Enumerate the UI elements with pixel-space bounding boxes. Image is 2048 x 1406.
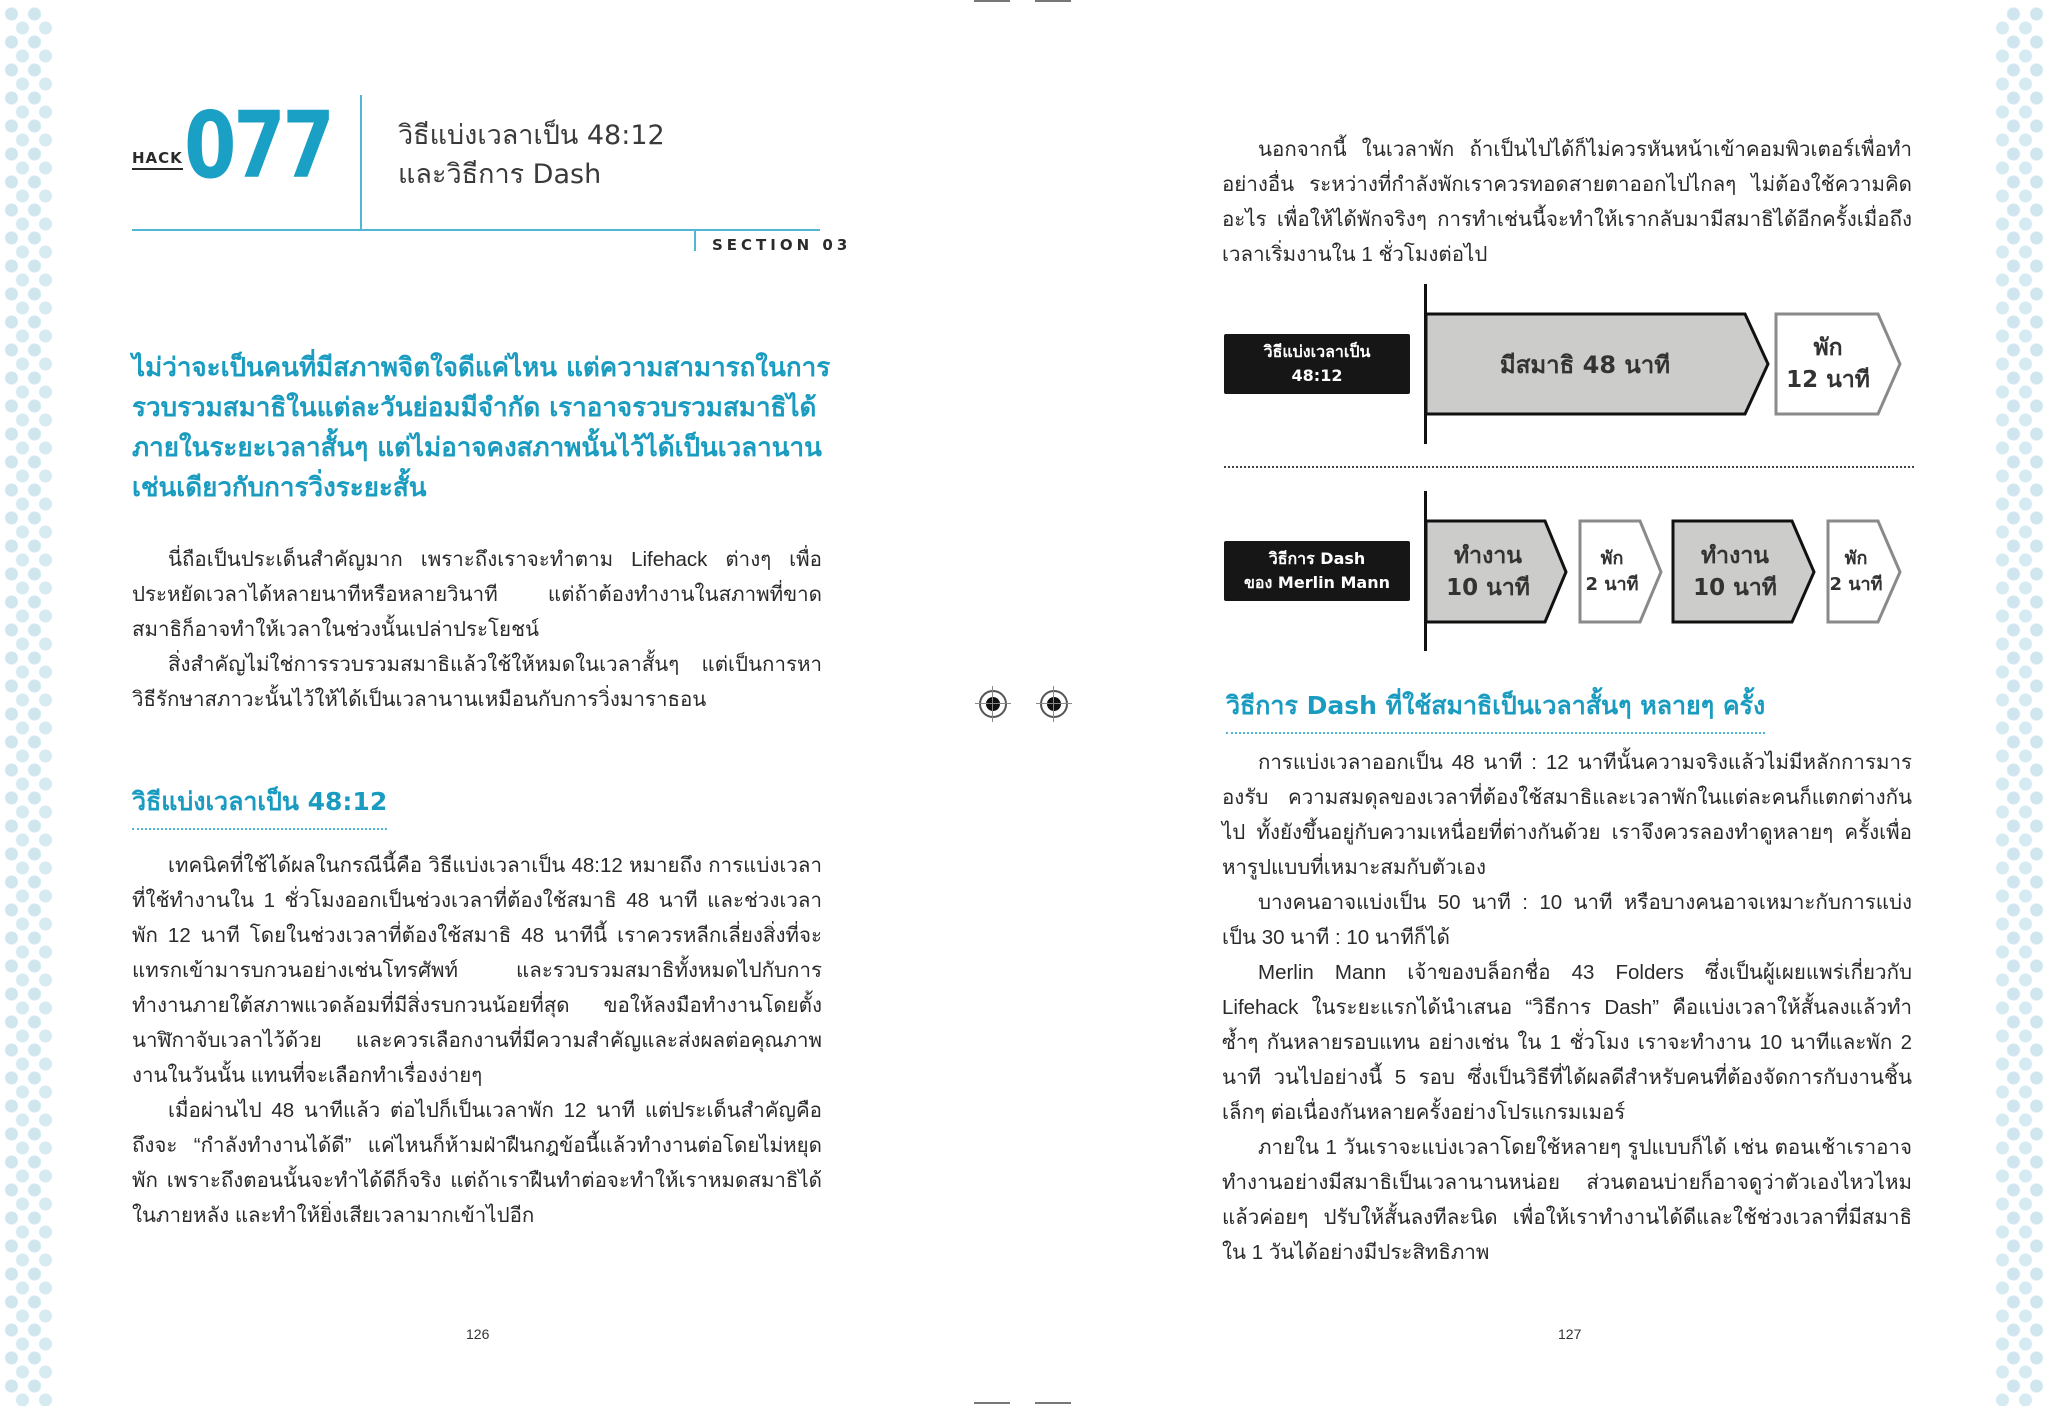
work-block-text: มีสมาธิ 48 นาที [1499,350,1671,379]
subheading: วิธีแบ่งเวลาเป็น 48:12 [132,782,387,830]
diagram-separator [1224,466,1914,468]
paragraph: Merlin Mann เจ้าของบล็อกชื่อ 43 Folders ซึ่งเป็นผู้เผยแพร่เกี่ยวกับ Lifehack ในระยะแรกได้นำเสนอ “วิธีการ Dash” คือแบ่งเวลาให้สั้นลงแล้วทำซ้ำๆ กันหลายรอบแทน อย่างเช่น ใน 1 ชั่วโมง เราจะทำงาน 10 นาทีและพัก 2 นาที วนไปอย่างนี้ 5 รอบ ซึ่งเป็นวิธีที่ได้ผลดีสำหรับคนที่ต้องจัดการกับงานชิ้นเล็กๆ ต่อเนื่องกันหลายครั้งอย่างโปรแกรมเมอร์ [1222,961,1912,1124]
page-number: 126 [466,1326,490,1342]
work-block-text: ทำงาน 10 นาที [1693,542,1777,601]
chapter-title-line: วิธีแบ่งเวลาเป็น 48:12 [398,120,665,151]
paragraph: เมื่อผ่านไป 48 นาทีแล้ว ต่อไปก็เป็นเวลาพัก 12 นาที แต่ประเด็นสำคัญคือ ถึงจะ “กำลังทำงานได้ดี” แค่ไหนก็ห้ามฝ่าฝืนกฎข้อนี้แล้วทำงานต่อโดยไม่หยุดพัก เพราะถึงตอนนั้นจะทำได้ดีก็จริง แต่ถ้าเราฝืนทำต่อจะทำให้เราหมดสมาธิได้ในภายหลัง และทำให้ยิ่งเสียเวลามากเข้าไปอีก [132,1099,822,1227]
rest-block-text: พัก 12 นาที [1786,335,1870,393]
paragraph: นี่ถือเป็นประเด็นสำคัญมาก เพราะถึงเราจะทำตาม Lifehack ต่างๆ เพื่อประหยัดเวลาได้หลายนาทีหรือหลายวินาที แต่ถ้าต้องทำงานในสภาพที่ขาดสมาธิก็อาจทำให้เวลาในช่วงนั้นเปล่าประโยชน์ [132,548,822,641]
diagram-row-label: วิธีแบ่งเวลาเป็น 48:12 [1224,334,1410,394]
paragraph: นอกจากนี้ ในเวลาพัก ถ้าเป็นไปได้ก็ไม่ควรหันหน้าเข้าคอมพิวเตอร์เพื่อทำอย่างอื่น ระหว่างที่กำลังพักเราควรทอดสายตาออกไปไกลๆ ไม่ต้องใช้ความคิดอะไร เพื่อให้ได้พักจริงๆ การทำเช่นนี้จะทำให้เรากลับมามีสมาธิได้อีกครั้งเมื่อถึงเวลาเริ่มงานใน 1 ชั่วโมงต่อไป [1222,138,1912,266]
paragraph: สิ่งสำคัญไม่ใช่การรวบรวมสมาธิแล้วใช้ให้หมดในเวลาสั้นๆ แต่เป็นการหาวิธีรักษาสภาวะนั้นไว้ให้ได้เป็นเวลานานเหมือนกับการวิ่งมาราธอน [132,653,822,711]
page-number: 127 [1558,1326,1582,1342]
rest-block-text: พัก 2 นาที [1829,547,1883,595]
lead-paragraph: ไม่ว่าจะเป็นคนที่มีสภาพจิตใจดีแค่ไหน แต่ความสามารถในการรวบรวมสมาธิในแต่ละวันย่อมมีจำกัด เราอาจรวบรวมสมาธิได้ภายในระยะเวลาสั้นๆ แต่ไม่อาจคงสภาพนั้นไว้ได้เป็นเวลานาน เช่นเดียวกับการวิ่งระยะสั้น [132,353,831,503]
work-block-text: ทำงาน 10 นาที [1446,542,1530,601]
right-section-text [1222,745,1912,1270]
section-text [132,848,822,1233]
subheading-block [1226,686,1765,734]
subheading: วิธีการ Dash ที่ใช้สมาธิเป็นเวลาสั้นๆ หลายๆ ครั้ง [1226,686,1765,734]
paragraph: เทคนิคที่ใช้ได้ผลในกรณีนี้คือ วิธีแบ่งเวลาเป็น 48:12 หมายถึง การแบ่งเวลาที่ใช้ทำงานใน 1 ชั่วโมงออกเป็นช่วงเวลาที่ต้องใช้สมาธิ 48 นาที และช่วงเวลาพัก 12 นาที โดยในช่วงเวลาที่ต้องใช้สมาธิ 48 นาทีนี้ เราควรหลีกเลี่ยงสิ่งที่จะแทรกเข้ามารบกวนอย่างเช่นโทรศัพท์ และรวบรวมสมาธิทั้งหมดไปกับการทำงานภายใต้สภาพแวดล้อมที่มีสิ่งรบกวนน้อยที่สุด ขอให้ลงมือทำงานโดยตั้งนาฬิกาจับเวลาไว้ด้วย และควรเลือกงานที่มีความสำคัญและส่งผลต่อคุณภาพงานในวันนั้น แทนที่จะเลือกทำเรื่องง่ายๆ [132,854,822,1087]
subheading-block [132,782,387,830]
rest-block-text: พัก 2 นาที [1585,547,1639,595]
crop-mark [1035,1402,1071,1404]
hack-label: HACK [132,149,183,170]
crop-mark [974,1402,1010,1404]
paragraph: บางคนอาจแบ่งเป็น 50 นาที : 10 นาที หรือบางคนอาจเหมาะกับการแบ่งเป็น 30 นาที : 10 นาทีก็ได้ [1222,891,1912,949]
paragraph: การแบ่งเวลาออกเป็น 48 นาที : 12 นาทีนั้นความจริงแล้วไม่มีหลักการมารองรับ ความสมดุลของเวลาที่ต้องใช้สมาธิและเวลาพักในแต่ละคนก็แตกต่างกันไป ทั้งยังขึ้นอยู่กับความเหนื่อยที่ต่างกันด้วย เราจึงควรลองทำดูหลายๆ ครั้งเพื่อหารูปแบบที่เหมาะสมกับตัวเอง [1222,751,1912,879]
paragraph: ภายใน 1 วันเราจะแบ่งเวลาโดยใช้หลายๆ รูปแบบก็ได้ เช่น ตอนเช้าเราอาจทำงานอย่างมีสมาธิเป็นเวลานานหน่อย ส่วนตอนบ่ายก็อาจดูว่าตัวเองไหวไหม แล้วค่อยๆ ปรับให้สั้นลงทีละนิด เพื่อให้เราทำงานได้ดีและใช้ช่วงเวลาที่มีสมาธิใน 1 วันได้อย่างมีประสิทธิภาพ [1222,1136,1912,1264]
diagram-row-label: วิธีการ Dash ของ Merlin Mann [1224,541,1410,601]
section-label: SECTION 03 [712,236,852,254]
chapter-title-line: และวิธีการ Dash [398,159,602,190]
diagram-axis [1424,491,1427,651]
hack-number: 077 [184,92,332,199]
